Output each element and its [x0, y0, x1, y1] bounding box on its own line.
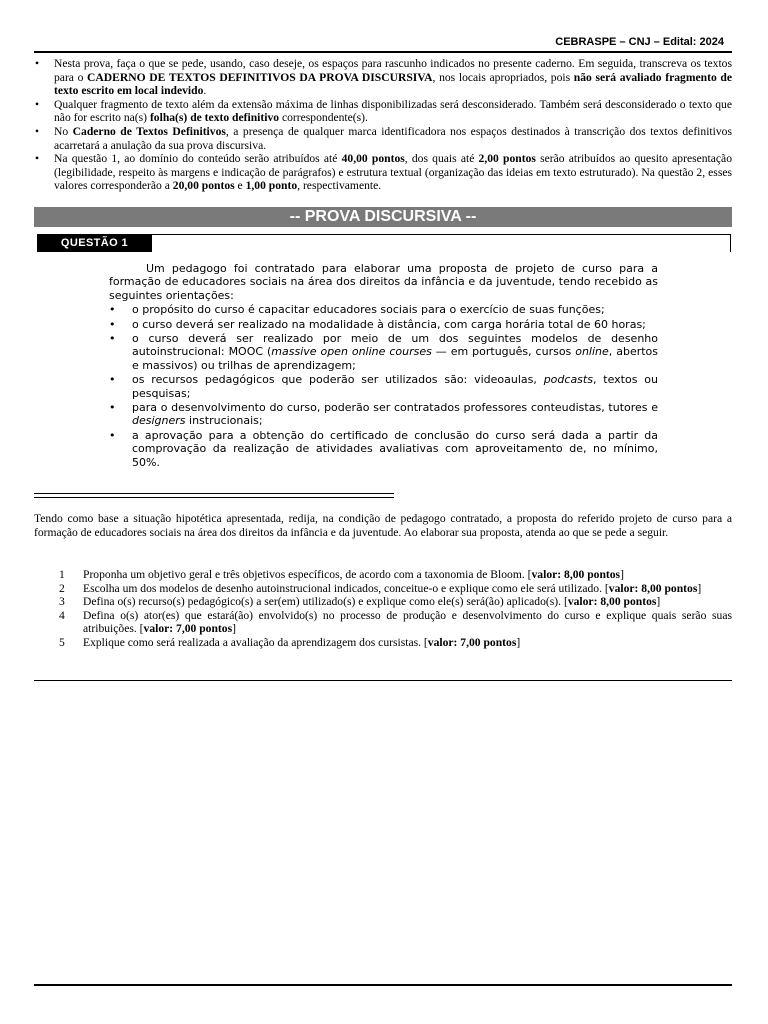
context-italic-term: podcasts [543, 373, 593, 387]
context-text: — em português, cursos [431, 345, 576, 359]
task-number: 2 [59, 581, 65, 595]
exam-header-title: CEBRASPE – CNJ – Edital: 2024 [555, 36, 724, 48]
task-text: Defina o(s) ator(es) que estará(ão) envolvido(s) no processo de produção e desenvolvimento do curso e explique quais serão suas atribuições. [83, 608, 732, 636]
instruction-text: correspondente(s). [279, 111, 368, 125]
instruction-text: , dos quais até [404, 152, 479, 166]
instruction-emphasis: 2,00 pontos [478, 152, 536, 166]
instructions-list [34, 57, 732, 193]
question-end-rule [34, 680, 732, 681]
context-text: o curso deverá ser realizado na modalidade à distância, com carga horária total de 60 horas; [132, 317, 646, 331]
task-text: Defina o(s) recurso(s) pedagógico(s) a ser(em) utilizado(s) e explique como ele(s) será(ão) aplicado(s). [83, 595, 562, 609]
context-item [109, 303, 658, 316]
question-header-rule [152, 234, 731, 252]
context-italic-term: designers [132, 414, 186, 428]
instruction-text: No [54, 124, 73, 138]
footer-rule [34, 984, 732, 986]
instruction-text: Nesta prova, faça o que se pede, usando, caso deseje, os espaços para rascunho indicados no presente caderno. Em seguida, transcreva os textos para o [54, 57, 732, 84]
instruction-emphasis: 1,00 ponto [245, 179, 298, 193]
task-number: 4 [59, 608, 65, 622]
instruction-text: Na questão 1, ao domínio do conteúdo serão atribuídos até [54, 152, 342, 166]
task-value: valor: 8,00 pontos [531, 568, 621, 581]
instruction-text: e [234, 179, 246, 193]
instruction-emphasis: folha(s) de texto definitivo [149, 111, 280, 125]
context-item [109, 373, 658, 400]
task-item: 1 Proponha um objetivo geral e três objetivos específicos, de acordo com a taxonomia de Bloom. [valor: 8,00 pontos] [59, 568, 624, 581]
question-prompt: Tendo como base a situação hipotética apresentada, redija, na condição de pedagogo contratado, a proposta do referido projeto de curso para a formação de educadores sociais na área dos direitos da infância e da juventude. Ao elaborar sua proposta, atenda ao que se pede a seguir. [34, 512, 732, 539]
page-header [34, 36, 732, 53]
context-text: os recursos pedagógicos que poderão ser utilizados são: videoaulas, [132, 373, 544, 387]
task-item: 4 Defina o(s) ator(es) que estará(ão) envolvido(s) no processo de produção e desenvolvimento do curso e explique quais serão suas atribuições. [valor: 7,00 pontos] [59, 608, 732, 636]
task-list [34, 568, 732, 650]
instruction-emphasis: 20,00 pontos [172, 179, 235, 193]
instruction-emphasis: 40,00 pontos [341, 152, 405, 166]
task-text: Explique como será realizada a avaliação da aprendizagem dos cursistas. [83, 635, 421, 649]
instruction-text: Qualquer fragmento de texto além da extensão máxima de linhas disponibilizadas será desconsiderado. Também será desconsiderado o texto que não for escrito na(s) [54, 97, 732, 125]
context-item [109, 332, 658, 372]
instruction-text: , a presença de qualquer marca identificadora nos espaços destinados à transcrição dos textos definitivos acarretará a anulação da sua prova discursiva. [54, 124, 732, 152]
context-text: instrucionais; [185, 414, 263, 428]
context-italic-term: massive open online courses [271, 345, 432, 359]
context-intro: Um pedagogo foi contratado para elaborar uma proposta de projeto de curso para a formação de educadores sociais na área dos direitos da infância e da juventude, tendo recebido as seguintes orientações: [109, 262, 658, 302]
context-item [109, 318, 658, 331]
context-text: a aprovação para a obtenção do certificado de conclusão do curso será dada a partir da comprovação da realização de atividades avaliativas com aproveitamento de, no mínimo, 50%. [132, 428, 658, 469]
instruction-emphasis: CADERNO DE TEXTOS DEFINITIVOS DA PROVA DISCURSIVA [87, 70, 433, 84]
instruction-emphasis: Caderno de Textos Definitivos [72, 124, 226, 138]
context-text: , abertos e massivos) ou trilhas de aprendizagem; [132, 345, 659, 372]
instruction-text: , nos locais apropriados, pois [432, 70, 574, 84]
task-item: 5 Explique como será realizada a avaliação da aprendizagem dos cursistas. [valor: 7,00 pontos] [59, 635, 521, 649]
instruction-text: . [203, 84, 207, 98]
task-number: 5 [59, 635, 65, 649]
question-context [109, 262, 658, 469]
context-italic-term: online [575, 345, 609, 359]
context-item [109, 429, 658, 469]
task-number: 3 [59, 595, 65, 609]
context-text: o curso deverá ser realizado por meio de um dos seguintes modelos de desenho autoinstrucional: MOOC ( [132, 332, 658, 359]
section-banner: -- PROVA DISCURSIVA -- [34, 207, 732, 227]
task-value: valor: 7,00 pontos [143, 622, 233, 636]
task-item: 2 Escolha um dos modelos de desenho autoinstrucional indicados, conceitue-o e explique como ele será utilizado. [valor: 8,00 pontos] [59, 581, 702, 595]
instruction-text: serão atribuídos ao quesito apresentação (legibilidade, respeito às margens e indicação de parágrafos) e estrutura textual (organização das ideias em texto estruturado). Na questão 2, esses valores corresponderão a [54, 152, 733, 193]
task-text: Escolha um dos modelos de desenho autoinstrucional indicados, conceitue-o e explique como ele será utilizado. [83, 581, 602, 595]
instruction-item [34, 57, 732, 98]
instruction-item [34, 125, 732, 152]
context-text: para o desenvolvimento do curso, poderão ser contratados professores conteudistas, tutores e [132, 401, 658, 415]
question-label: QUESTÃO 1 [37, 234, 152, 252]
task-value: valor: 7,00 pontos [427, 635, 517, 649]
task-item: 3 Defina o(s) recurso(s) pedagógico(s) a ser(em) utilizado(s) e explique como ele(s) será(ão) aplicado(s). [valor: 8,00 pontos] [59, 595, 661, 609]
task-value: valor: 8,00 pontos [567, 595, 657, 609]
instruction-item [34, 98, 732, 125]
task-text: Proponha um objetivo geral e três objetivos específicos, de acordo com a taxonomia de Bloom. [83, 568, 525, 581]
context-text: , textos ou pesquisas; [132, 373, 658, 400]
task-number: 1 [59, 568, 65, 581]
context-orientations-list [109, 303, 658, 469]
context-separator [34, 493, 394, 498]
instruction-item [34, 152, 732, 193]
instruction-text: , respectivamente. [297, 179, 382, 193]
context-item [109, 401, 658, 428]
task-value: valor: 8,00 pontos [608, 581, 698, 595]
context-text: o propósito do curso é capacitar educadores sociais para o exercício de suas funções; [132, 303, 605, 317]
instruction-emphasis: não será avaliado fragmento de texto escrito em local indevido [54, 70, 733, 98]
